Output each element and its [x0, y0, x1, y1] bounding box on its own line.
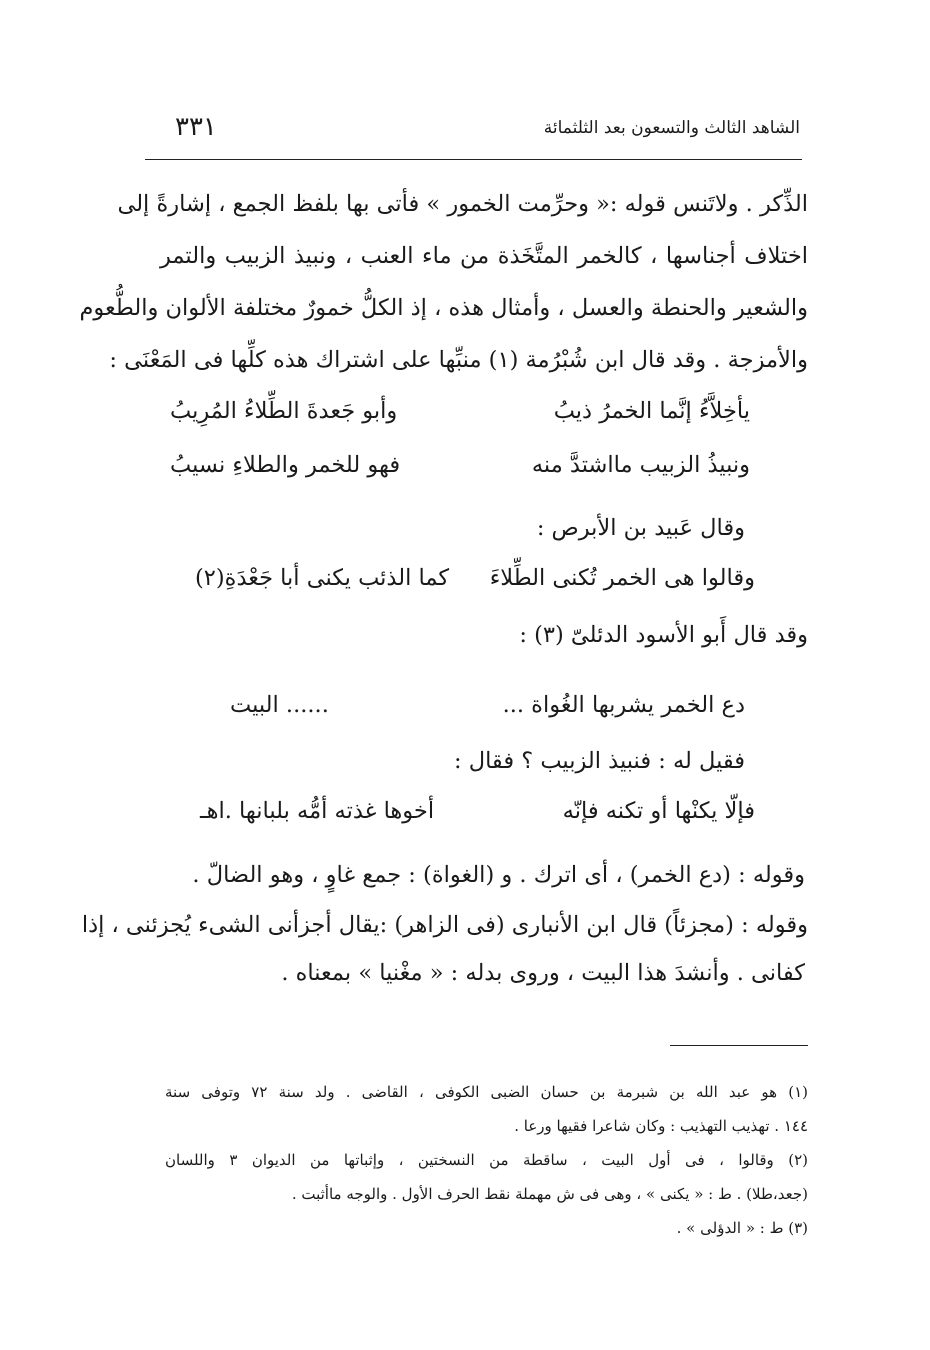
footnote-line: (٢) وقالوا ، فى أول البيت ، ساقطة من النسختين ، وإثباتها من الديوان ٣ واللسان [165, 1151, 808, 1169]
verse-second-hemistich: كما الذئب يكنى أبا جَعْدَةِ(٢) [195, 565, 450, 591]
footnote-3 [165, 1211, 808, 1245]
verse-second-hemistich: فهو للخمر والطلاءِ نسيبُ [170, 452, 401, 478]
paragraph-line: اختلاف أجناسها ، كالخمر المتَّخَذة من ماء العنب ، ونبيذ الزبيب والتمر [160, 243, 808, 269]
verse-second-hemistich: وأبو جَعدةَ الطِّلاءُ المُرِيبُ [170, 398, 398, 424]
commentary-line: وقوله : (مجزئاً) قال ابن الأنبارى (فى الزاهر) :يقال أجزأنى الشىء يُجزئنى ، إذا [81, 912, 808, 938]
verse-first-hemistich: يأخِلاَّءُ إنَّما الخمرُ ذيبُ [553, 398, 750, 424]
footnote-line: (٣) ط : « الدؤلى » . [676, 1219, 808, 1237]
verse-line [170, 452, 750, 502]
narrative-line: فقيل له : فنبيذ الزبيب ؟ فقال : [454, 748, 745, 774]
verse-first-hemistich: فإلّا يكنْها أو تكنه فإنّه [562, 798, 755, 824]
verse-first-hemistich: ونبيذُ الزبيب مااشتدَّ منه [531, 452, 750, 478]
opening-paragraph [79, 178, 808, 386]
paragraph-line: والأمزجة . وقد قال ابن شُبْرُمة (١) منبِّها على اشتراك هذه كلِّها فى المَعْنَى : [109, 347, 808, 373]
verse-line [200, 798, 755, 848]
commentary-line: وقوله : (دع الخمر) ، أى اترك . و (الغواة) : جمع غاوٍ ، وهو الضالّ . [192, 862, 805, 888]
footnote-2 [165, 1143, 808, 1211]
footnote-rule [670, 1045, 808, 1046]
verse-first-hemistich: وقالوا هى الخمر تُكنى الطِّلاءَ [489, 565, 755, 591]
footnote-line: (جعد،طلا) . ط : « يكنى » ، وهى فى ش مهملة نقط الحرف الأول . والوجه ماأثبت . [291, 1185, 808, 1203]
page-number: ٣٣١ [175, 112, 217, 142]
header-rule [145, 159, 802, 160]
verse-second-hemistich: ...... البيت [230, 692, 329, 718]
verse-line [195, 565, 755, 615]
footnote-line: ١٤٤ . تهذيب التهذيب : وكان شاعرا فقيها ورعا . [514, 1117, 808, 1135]
verse-line [170, 398, 750, 448]
footnote-1 [165, 1075, 808, 1143]
verse-second-hemistich: أخوها غذته أمُّه بلبانها .اهـ [200, 798, 435, 824]
paragraph-line: والشعير والحنطة والعسل ، وأمثال هذه ، إذ الكلُّ خمورٌ مختلفة الألوان والطُّعوم [79, 295, 808, 321]
running-title: الشاهد الثالث والتسعون بعد الثلثمائة [543, 118, 800, 138]
footnote-line: (١) هو عبد الله بن شبرمة بن حسان الضبى الكوفى ، القاضى . ولد سنة ٧٢ وتوفى سنة [165, 1083, 808, 1101]
attribution-line: وقد قال أَبو الأسود الدئلىّ (٣) : [519, 622, 808, 648]
verse-first-hemistich: دع الخمر يشربها الغُواة ... [502, 692, 745, 718]
attribution-line: وقال عَبيد بن الأبرص : [536, 515, 745, 541]
commentary-line: كفانى . وأنشدَ هذا البيت ، وروى بدله : « مغْنيا » بمعناه . [281, 960, 805, 986]
verse-line [230, 692, 745, 742]
page-header [145, 112, 800, 144]
footnotes [165, 1075, 808, 1245]
paragraph-line: الذِّكر . ولاتَنس قوله :« وحرِّمت الخمور » فأتى بها بلفظ الجمع ، إشارةً إلى [117, 191, 808, 217]
